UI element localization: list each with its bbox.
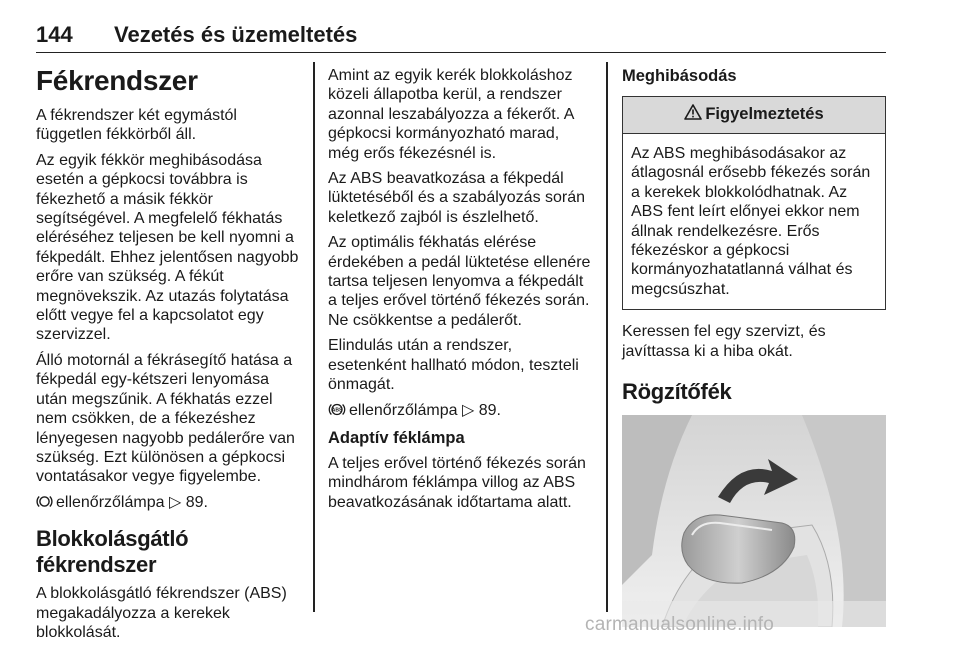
reference-line bbox=[328, 401, 592, 422]
page-number: 144 bbox=[36, 22, 73, 47]
section-title: Rögzítőfék bbox=[622, 379, 732, 405]
paragraph: Az optimális fékhatás elérése érdekében a pedál lüktetése ellenére tartsa teljesen lenyomva a fékpedált a teljes erővel történő fékezés során. Ne csökkentse a pedálerőt. bbox=[328, 234, 591, 329]
paragraph: Amint az egyik kerék blokkoláshoz közeli állapotba kerül, a rendszer azonnal leszabályozza a fékerőt. A gépkocsi kormányozható marad, még erős fékezésnél is. bbox=[328, 67, 574, 162]
column-left bbox=[36, 64, 300, 648]
column-right bbox=[622, 66, 886, 627]
page-header bbox=[36, 22, 886, 53]
paragraph: Az egyik fékkör meghibásodása esetén a gépkocsi továbbra is fékezhető a másik fékkör segítségével. A megfelelő fékhatás eléréséhez teljesen be kell nyomni a fékpedált. Ehhez jelentősen nagyobb erőre van szükség. A fékút megnövekszik. Az utazás folytatása előtt vegye fel a kapcsolatot egy szervizzel. bbox=[36, 151, 299, 344]
column-divider bbox=[313, 62, 315, 612]
paragraph: Keressen fel egy szervizt, és javíttassa ki a hiba okát. bbox=[622, 323, 826, 360]
page-ref-arrow-icon: ▷ bbox=[168, 493, 182, 511]
section-title: Fékrendszer bbox=[36, 65, 198, 96]
brake-warning-lamp-icon bbox=[36, 494, 53, 514]
column-middle bbox=[328, 66, 592, 518]
warning-triangle-icon bbox=[684, 104, 702, 125]
paragraph: A blokkolásgátló fékrendszer (ABS) megakadályozza a kerekek blokkolását. bbox=[36, 585, 287, 641]
watermark: carmanualsonline.info bbox=[585, 614, 775, 635]
reference-line bbox=[36, 493, 300, 514]
reference-page[interactable]: 89. bbox=[185, 493, 208, 511]
paragraph: A fékrendszer két egymástól független fékkörből áll. bbox=[36, 107, 237, 144]
warning-body: Az ABS meghibásodásakor az átlagosnál erősebb fékezés során a kerekek blokkolódhatnak. Az ABS fent leírt előnyei ekkor nem állnak rendelkezésre. Erős fékezéskor a gépkocsi kormányozhatatlanná válhat és megcsúszhat. bbox=[631, 145, 871, 298]
svg-text:ABS: ABS bbox=[331, 407, 343, 414]
page-ref-arrow-icon: ▷ bbox=[461, 401, 475, 419]
warning-box bbox=[622, 96, 886, 310]
paragraph: Álló motornál a fékrásegítő hatása a fékpedál egy-kétszeri lenyomása után megszűnik. A fékhatás ezzel nem csökken, de a fékezéshez lényegesen nagyobb pedálerőre van szükség. Ezt különösen a gépkocsi vontatásakor vegye figyelembe. bbox=[36, 351, 295, 486]
column-divider bbox=[606, 62, 608, 612]
subsection-title: Meghibásodás bbox=[622, 67, 737, 85]
reference-text: ellenőrzőlámpa bbox=[56, 493, 165, 511]
paragraph: Az ABS beavatkozása a fékpedál lüktetéséből és a szabályozás során keletkező zajból is észlelhető. bbox=[328, 170, 586, 226]
abs-warning-lamp-icon bbox=[328, 402, 346, 422]
parking-brake-illustration bbox=[622, 415, 886, 627]
reference-text: ellenőrzőlámpa bbox=[349, 401, 458, 419]
reference-page[interactable]: 89. bbox=[478, 401, 501, 419]
section-title: Blokkolásgátló fékrendszer bbox=[36, 526, 189, 578]
paragraph: A teljes erővel történő fékezés során mindhárom féklámpa villog az ABS beavatkozásának időtartama alatt. bbox=[328, 454, 586, 511]
subsection-title: Adaptív féklámpa bbox=[328, 428, 465, 447]
warning-header bbox=[623, 97, 885, 134]
paragraph: Elindulás után a rendszer, esetenként hallható módon, teszteli önmagát. bbox=[328, 337, 579, 394]
chapter-title: Vezetés és üzemeltetés bbox=[114, 22, 358, 47]
warning-title: Figyelmeztetés bbox=[705, 105, 824, 124]
